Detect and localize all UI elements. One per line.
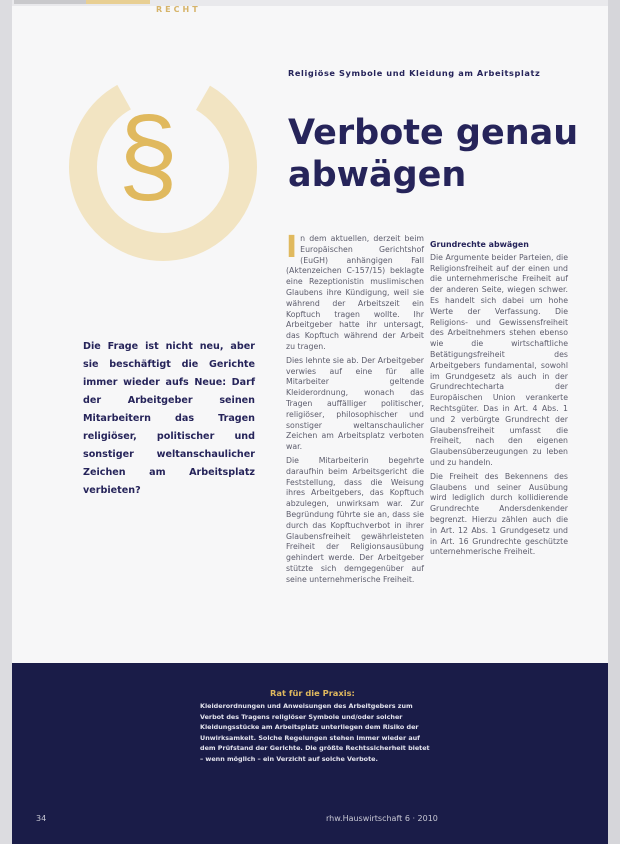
- page-number: 34: [36, 814, 47, 823]
- body-column-2: [430, 234, 568, 561]
- body-paragraph: Die Mitarbeiterin begehrte daraufhin beim Arbeitsgericht die Feststellung, dass die Weisung ihres Arbeitgebers, das Kopftuch abzulegen, unwirksam war. Zur Begründung führte sie an, dass sie durch das Kopftuchverbot in ihrer Glaubensfreiheit gewährleisteten Freiheit der Religionsausübung gehindert werde. Der Arbeitgeber stützte sich demgegenüber auf seine unternehmerische Freiheit.: [286, 455, 424, 584]
- body-paragraph: Die Argumente beider Parteien, die Religionsfreiheit auf der einen und die unternehmerische Freiheit auf der anderen Seite, wiegen schwer. Es handelt sich dabei um hohe Werte der Verfassung. Die Religions- und Gewissensfreiheit des Arbeitnehmers stehen ebenso wie die wirtschaftliche Betätigungsfreiheit des Arbeitgebers fundamental, sowohl im Grundgesetz als auch in der Grundrechtecharta der Europäischen Union verankerte Rechtsgüter. Das in Art. 4 Abs. 1 und 2 verbürgte Grundrecht der Glaubensfreiheit umfasst die Freiheit, nach den eigenen Glaubensüberzeugungen zu leben und zu handeln.: [430, 252, 568, 467]
- body-column-1: [286, 230, 424, 589]
- paragraph-emblem: [56, 60, 270, 274]
- practice-box-text: Kleiderordnungen und Anweisungen des Arbeitgebers zum Verbot des Tragens religiöser Symbole und/oder solcher Kleidungsstücke am Arbeitsplatz unterliegen dem Risiko der Unwirksamkeit. Solche Regelungen stehen immer wieder auf dem Prüfstand der Gerichte. Die größte Rechtssicherheit bietet – wenn möglich – ein Verzicht auf solche Verbote.: [200, 702, 430, 763]
- page-edge-left: [0, 0, 12, 844]
- section-label: RECHT: [156, 5, 201, 14]
- page-edge-right: [608, 0, 620, 844]
- body-paragraph: Die Freiheit des Bekennens des Glaubens und seiner Ausübung wird lediglich durch kollidierende Grundrechte Andersdenkender begrenzt. Hierzu zählen auch die in Art. 12 Abs. 1 Grundgesetz und in Art. 16 Grundrechte geschützte unternehmerische Freiheit.: [430, 471, 568, 557]
- body-paragraph: Dies lehnte sie ab. Der Arbeitgeber verwies auf eine für alle Mitarbeiter geltende Kleiderordnung, wonach das Tragen auffälliger politischer, religiöser, philosophischer und sonstiger weltanschaulicher Zeichen am Arbeitsplatz verboten war.: [286, 355, 424, 452]
- article-teaser: Die Frage ist nicht neu, aber sie beschäftigt die Gerichte immer wieder aufs Neue: Darf der Arbeitgeber seinen Mitarbeitern das Tragen religiöser, politischer und sonstiger weltanschaulicher Zeichen am Arbeitsplatz verbieten?: [83, 341, 255, 496]
- subheading: Grundrechte abwägen: [430, 240, 529, 249]
- header-accent-rule: [86, 0, 150, 4]
- article-headline: Verbote genau abwägen: [288, 113, 579, 195]
- article-kicker: Religiöse Symbole und Kleidung am Arbeitsplatz: [288, 68, 541, 78]
- magazine-footer: rhw.Hauswirtschaft 6 · 2010: [326, 814, 438, 823]
- body-paragraph: n dem aktuellen, derzeit beim Europäischen Gerichtshof (EuGH) anhängigen Fall (Aktenzeichen C-157/15) beklagte eine Rezeptionistin muslimischen Glaubens ihre Kündigung, weil sie während der Arbeitszeit ein Kopftuch tragen wollte. Ihr Arbeitgeber hatte ihr untersagt, das Kopftuch während der Arbeit zu tragen.: [286, 234, 424, 351]
- drop-cap: I: [286, 230, 298, 265]
- practice-box-title: Rat für die Praxis:: [270, 688, 355, 698]
- paragraph-symbol-icon: §: [117, 94, 179, 215]
